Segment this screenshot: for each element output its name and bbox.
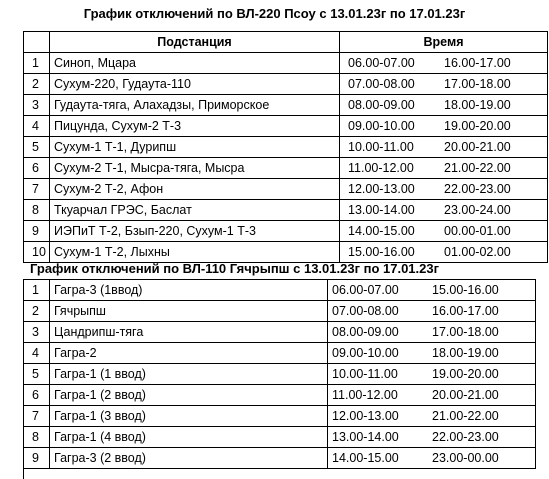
second-time-slot: 01.00-02.00 bbox=[444, 245, 511, 259]
row-number: 3 bbox=[24, 322, 50, 343]
second-time-slot: 17.00-18.00 bbox=[444, 77, 511, 91]
first-time-slot: 10.00-11.00 bbox=[348, 140, 414, 154]
second-time-slot: 23.00-00.00 bbox=[432, 451, 499, 465]
first-time-slot: 15.00-16.00 bbox=[348, 245, 415, 259]
table1-title: График отключений по ВЛ-220 Псоу с 13.01.23г по 17.01.23г bbox=[83, 6, 466, 21]
row-number: 7 bbox=[24, 406, 50, 427]
substation-name: Гагра-2 bbox=[50, 343, 328, 364]
first-time-slot: 09.00-10.00 bbox=[332, 346, 399, 360]
table-row bbox=[24, 95, 548, 116]
substation-name: Гагра-1 (1 ввод) bbox=[50, 364, 328, 385]
substation-name: Сухум-1 Т-2, Лыхны bbox=[50, 242, 340, 263]
table-row bbox=[24, 137, 548, 158]
substation-name: Гячрыпш bbox=[50, 301, 328, 322]
row-number: 4 bbox=[24, 116, 50, 137]
first-time-slot: 14.00-15.00 bbox=[332, 451, 399, 465]
substation-name: Пицунда, Сухум-2 Т-3 bbox=[50, 116, 340, 137]
time-cell bbox=[340, 137, 548, 158]
schedule-table-vl110 bbox=[23, 279, 536, 469]
table-row bbox=[24, 364, 536, 385]
substation-name: Сухум-2 Т-2, Афон bbox=[50, 179, 340, 200]
table-row bbox=[24, 158, 548, 179]
substation-name: Гудаута-тяга, Алахадзы, Приморское bbox=[50, 95, 340, 116]
first-time-slot: 12.00-13.00 bbox=[348, 182, 415, 196]
first-time-slot: 10.00-11.00 bbox=[332, 367, 398, 381]
second-time-slot: 22.00-23.00 bbox=[432, 430, 499, 444]
second-time-slot: 18.00-19.00 bbox=[432, 346, 499, 360]
row-number: 5 bbox=[24, 137, 50, 158]
substation-name: Сухум-1 Т-1, Дурипш bbox=[50, 137, 340, 158]
time-cell bbox=[340, 53, 548, 74]
row-number: 10 bbox=[24, 242, 50, 263]
time-cell bbox=[328, 343, 536, 364]
second-time-slot: 19.00-20.00 bbox=[432, 367, 499, 381]
table-row bbox=[24, 406, 536, 427]
substation-name: Синоп, Мцара bbox=[50, 53, 340, 74]
substation-name: Сухум-220, Гудаута-110 bbox=[50, 74, 340, 95]
time-cell bbox=[328, 427, 536, 448]
first-time-slot: 07.00-08.00 bbox=[348, 77, 415, 91]
row-number: 7 bbox=[24, 179, 50, 200]
row-number: 4 bbox=[24, 343, 50, 364]
substation-name: Гагра-3 (1ввод) bbox=[50, 280, 328, 301]
table-row bbox=[24, 427, 536, 448]
header-number bbox=[24, 32, 50, 53]
time-cell bbox=[328, 322, 536, 343]
table-row bbox=[24, 116, 548, 137]
row-number: 8 bbox=[24, 200, 50, 221]
table-border-continuation bbox=[23, 466, 24, 479]
substation-name: Гагра-1 (2 ввод) bbox=[50, 385, 328, 406]
time-cell bbox=[340, 74, 548, 95]
table2-title: График отключений по ВЛ-110 Гячрыпш с 13.01.23г по 17.01.23г bbox=[30, 261, 440, 276]
row-number: 9 bbox=[24, 448, 50, 469]
table-row bbox=[24, 322, 536, 343]
table-row bbox=[24, 280, 536, 301]
table-row bbox=[24, 74, 548, 95]
time-cell bbox=[328, 385, 536, 406]
row-number: 6 bbox=[24, 158, 50, 179]
first-time-slot: 09.00-10.00 bbox=[348, 119, 415, 133]
second-time-slot: 21.00-22.00 bbox=[432, 409, 499, 423]
second-time-slot: 16.00-17.00 bbox=[444, 56, 511, 70]
first-time-slot: 08.00-09.00 bbox=[348, 98, 415, 112]
row-number: 6 bbox=[24, 385, 50, 406]
first-time-slot: 13.00-14.00 bbox=[332, 430, 399, 444]
second-time-slot: 17.00-18.00 bbox=[432, 325, 499, 339]
row-number: 5 bbox=[24, 364, 50, 385]
substation-name: Ткуарчал ГРЭС, Баслат bbox=[50, 200, 340, 221]
schedule-table-vl220 bbox=[23, 31, 548, 263]
first-time-slot: 07.00-08.00 bbox=[332, 304, 399, 318]
time-cell bbox=[340, 95, 548, 116]
table-row bbox=[24, 179, 548, 200]
second-time-slot: 21.00-22.00 bbox=[444, 161, 511, 175]
first-time-slot: 11.00-12.00 bbox=[348, 161, 414, 175]
header-substation: Подстанция bbox=[50, 32, 340, 53]
time-cell bbox=[340, 200, 548, 221]
first-time-slot: 13.00-14.00 bbox=[348, 203, 415, 217]
time-cell bbox=[328, 280, 536, 301]
row-number: 9 bbox=[24, 221, 50, 242]
second-time-slot: 16.00-17.00 bbox=[432, 304, 499, 318]
row-number: 3 bbox=[24, 95, 50, 116]
time-cell bbox=[328, 364, 536, 385]
row-number: 2 bbox=[24, 74, 50, 95]
header-time: Время bbox=[340, 32, 548, 53]
time-cell bbox=[340, 158, 548, 179]
table-row bbox=[24, 301, 536, 322]
time-cell bbox=[340, 179, 548, 200]
substation-name: ИЭПиТ Т-2, Бзып-220, Сухум-1 Т-3 bbox=[50, 221, 340, 242]
row-number: 2 bbox=[24, 301, 50, 322]
row-number: 1 bbox=[24, 280, 50, 301]
substation-name: Гагра-3 (2 ввод) bbox=[50, 448, 328, 469]
table-header-row bbox=[24, 32, 548, 53]
time-cell bbox=[340, 116, 548, 137]
first-time-slot: 06.00-07.00 bbox=[348, 56, 415, 70]
second-time-slot: 20.00-21.00 bbox=[444, 140, 511, 154]
substation-name: Гагра-1 (3 ввод) bbox=[50, 406, 328, 427]
row-number: 8 bbox=[24, 427, 50, 448]
time-cell bbox=[328, 301, 536, 322]
table-row bbox=[24, 343, 536, 364]
substation-name: Сухум-2 Т-1, Мысра-тяга, Мысра bbox=[50, 158, 340, 179]
table-row bbox=[24, 385, 536, 406]
table-row bbox=[24, 221, 548, 242]
substation-name: Гагра-1 (4 ввод) bbox=[50, 427, 328, 448]
second-time-slot: 22.00-23.00 bbox=[444, 182, 511, 196]
table-row bbox=[24, 448, 536, 469]
time-cell bbox=[340, 221, 548, 242]
first-time-slot: 06.00-07.00 bbox=[332, 283, 399, 297]
second-time-slot: 18.00-19.00 bbox=[444, 98, 511, 112]
second-time-slot: 00.00-01.00 bbox=[444, 224, 511, 238]
second-time-slot: 19.00-20.00 bbox=[444, 119, 511, 133]
first-time-slot: 12.00-13.00 bbox=[332, 409, 399, 423]
second-time-slot: 20.00-21.00 bbox=[432, 388, 499, 402]
second-time-slot: 23.00-24.00 bbox=[444, 203, 511, 217]
time-cell bbox=[328, 448, 536, 469]
substation-name: Цандрипш-тяга bbox=[50, 322, 328, 343]
time-cell bbox=[328, 406, 536, 427]
table-row bbox=[24, 53, 548, 74]
first-time-slot: 11.00-12.00 bbox=[332, 388, 398, 402]
second-time-slot: 15.00-16.00 bbox=[432, 283, 499, 297]
first-time-slot: 14.00-15.00 bbox=[348, 224, 415, 238]
first-time-slot: 08.00-09.00 bbox=[332, 325, 399, 339]
row-number: 1 bbox=[24, 53, 50, 74]
table-row bbox=[24, 200, 548, 221]
